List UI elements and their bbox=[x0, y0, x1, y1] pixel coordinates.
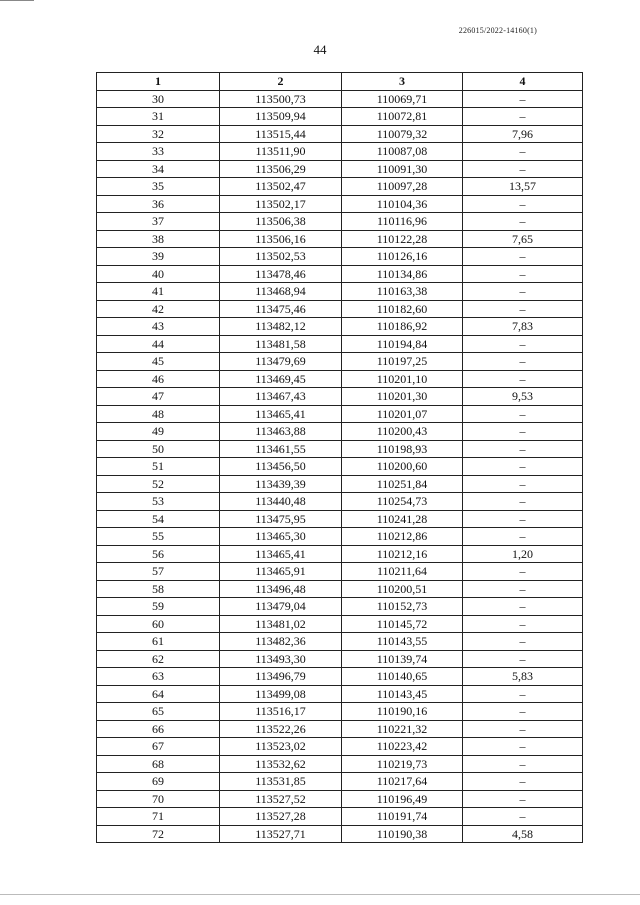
cell-point-number: 63 bbox=[97, 668, 220, 686]
cell-coord-y: 110197,25 bbox=[342, 353, 463, 371]
cell-coord-y: 110251,84 bbox=[342, 475, 463, 493]
cell-distance: – bbox=[463, 335, 583, 353]
cell-point-number: 69 bbox=[97, 773, 220, 791]
cell-coord-x: 113496,79 bbox=[220, 668, 342, 686]
cell-point-number: 56 bbox=[97, 545, 220, 563]
cell-coord-y: 110097,28 bbox=[342, 178, 463, 196]
cell-point-number: 49 bbox=[97, 423, 220, 441]
cell-point-number: 35 bbox=[97, 178, 220, 196]
cell-point-number: 67 bbox=[97, 738, 220, 756]
coordinates-table bbox=[96, 72, 583, 843]
cell-coord-y: 110139,74 bbox=[342, 650, 463, 668]
cell-distance: – bbox=[463, 143, 583, 161]
cell-point-number: 62 bbox=[97, 650, 220, 668]
table-header bbox=[97, 73, 583, 91]
cell-coord-y: 110126,16 bbox=[342, 248, 463, 266]
cell-coord-x: 113475,46 bbox=[220, 300, 342, 318]
cell-coord-y: 110143,45 bbox=[342, 685, 463, 703]
cell-distance: – bbox=[463, 510, 583, 528]
cell-point-number: 34 bbox=[97, 160, 220, 178]
table-row bbox=[97, 178, 583, 196]
cell-coord-y: 110191,74 bbox=[342, 808, 463, 826]
cell-coord-x: 113440,48 bbox=[220, 493, 342, 511]
cell-point-number: 31 bbox=[97, 108, 220, 126]
page-number: 44 bbox=[313, 42, 327, 57]
cell-point-number: 45 bbox=[97, 353, 220, 371]
cell-point-number: 36 bbox=[97, 195, 220, 213]
cell-coord-x: 113493,30 bbox=[220, 650, 342, 668]
cell-distance: – bbox=[463, 195, 583, 213]
cell-coord-x: 113465,30 bbox=[220, 528, 342, 546]
table-row bbox=[97, 685, 583, 703]
table-row bbox=[97, 423, 583, 441]
cell-coord-x: 113515,44 bbox=[220, 125, 342, 143]
cell-coord-y: 110186,92 bbox=[342, 318, 463, 336]
cell-coord-x: 113469,45 bbox=[220, 370, 342, 388]
cell-distance: – bbox=[463, 370, 583, 388]
cell-coord-y: 110201,07 bbox=[342, 405, 463, 423]
cell-coord-y: 110116,96 bbox=[342, 213, 463, 231]
cell-point-number: 32 bbox=[97, 125, 220, 143]
header-col-4: 4 bbox=[463, 73, 583, 91]
table-row bbox=[97, 773, 583, 791]
table-row bbox=[97, 668, 583, 686]
cell-coord-x: 113509,94 bbox=[220, 108, 342, 126]
cell-distance: – bbox=[463, 598, 583, 616]
cell-coord-x: 113523,02 bbox=[220, 738, 342, 756]
cell-distance: 7,83 bbox=[463, 318, 583, 336]
cell-coord-y: 110212,86 bbox=[342, 528, 463, 546]
cell-distance: – bbox=[463, 580, 583, 598]
cell-point-number: 61 bbox=[97, 633, 220, 651]
cell-point-number: 38 bbox=[97, 230, 220, 248]
cell-coord-y: 110145,72 bbox=[342, 615, 463, 633]
header-row bbox=[97, 73, 583, 91]
cell-coord-x: 113511,90 bbox=[220, 143, 342, 161]
cell-point-number: 53 bbox=[97, 493, 220, 511]
cell-distance: – bbox=[463, 755, 583, 773]
cell-coord-x: 113465,91 bbox=[220, 563, 342, 581]
cell-point-number: 64 bbox=[97, 685, 220, 703]
cell-coord-y: 110211,64 bbox=[342, 563, 463, 581]
cell-distance: – bbox=[463, 405, 583, 423]
table-row bbox=[97, 808, 583, 826]
cell-distance: – bbox=[463, 440, 583, 458]
cell-coord-y: 110182,60 bbox=[342, 300, 463, 318]
cell-coord-y: 110200,43 bbox=[342, 423, 463, 441]
cell-distance: – bbox=[463, 773, 583, 791]
cell-distance: – bbox=[463, 528, 583, 546]
cell-coord-y: 110143,55 bbox=[342, 633, 463, 651]
cell-distance: – bbox=[463, 633, 583, 651]
cell-point-number: 50 bbox=[97, 440, 220, 458]
cell-distance: – bbox=[463, 808, 583, 826]
cell-coord-x: 113481,58 bbox=[220, 335, 342, 353]
cell-distance: 1,20 bbox=[463, 545, 583, 563]
cell-coord-y: 110163,38 bbox=[342, 283, 463, 301]
top-edge-line bbox=[0, 0, 34, 1]
table-row bbox=[97, 528, 583, 546]
cell-distance: – bbox=[463, 160, 583, 178]
cell-point-number: 60 bbox=[97, 615, 220, 633]
cell-coord-y: 110198,93 bbox=[342, 440, 463, 458]
cell-coord-x: 113500,73 bbox=[220, 90, 342, 108]
cell-coord-y: 110134,86 bbox=[342, 265, 463, 283]
cell-coord-y: 110152,73 bbox=[342, 598, 463, 616]
table-row bbox=[97, 388, 583, 406]
cell-coord-x: 113502,53 bbox=[220, 248, 342, 266]
cell-point-number: 48 bbox=[97, 405, 220, 423]
cell-distance: – bbox=[463, 353, 583, 371]
cell-distance: – bbox=[463, 703, 583, 721]
cell-coord-x: 113532,62 bbox=[220, 755, 342, 773]
cell-coord-y: 110254,73 bbox=[342, 493, 463, 511]
cell-distance: – bbox=[463, 108, 583, 126]
cell-coord-y: 110072,81 bbox=[342, 108, 463, 126]
cell-coord-x: 113479,04 bbox=[220, 598, 342, 616]
cell-coord-y: 110104,36 bbox=[342, 195, 463, 213]
cell-point-number: 43 bbox=[97, 318, 220, 336]
cell-coord-y: 110196,49 bbox=[342, 790, 463, 808]
table-row bbox=[97, 755, 583, 773]
cell-distance: 7,65 bbox=[463, 230, 583, 248]
cell-point-number: 46 bbox=[97, 370, 220, 388]
table-row bbox=[97, 510, 583, 528]
table-row bbox=[97, 265, 583, 283]
header-col-1: 1 bbox=[97, 73, 220, 91]
cell-coord-x: 113506,38 bbox=[220, 213, 342, 231]
table-row bbox=[97, 230, 583, 248]
cell-point-number: 58 bbox=[97, 580, 220, 598]
cell-coord-x: 113478,46 bbox=[220, 265, 342, 283]
cell-coord-y: 110069,71 bbox=[342, 90, 463, 108]
cell-distance: – bbox=[463, 265, 583, 283]
cell-coord-y: 110190,16 bbox=[342, 703, 463, 721]
cell-coord-x: 113439,39 bbox=[220, 475, 342, 493]
cell-point-number: 51 bbox=[97, 458, 220, 476]
cell-distance: 7,96 bbox=[463, 125, 583, 143]
table-row bbox=[97, 825, 583, 843]
cell-coord-y: 110087,08 bbox=[342, 143, 463, 161]
cell-coord-x: 113482,36 bbox=[220, 633, 342, 651]
table-row bbox=[97, 108, 583, 126]
header-col-2: 2 bbox=[220, 73, 342, 91]
cell-point-number: 33 bbox=[97, 143, 220, 161]
cell-coord-x: 113531,85 bbox=[220, 773, 342, 791]
table-row bbox=[97, 283, 583, 301]
table-row bbox=[97, 633, 583, 651]
table-row bbox=[97, 405, 583, 423]
cell-coord-x: 113502,47 bbox=[220, 178, 342, 196]
cell-point-number: 41 bbox=[97, 283, 220, 301]
document-id: 226015/2022-14160(1) bbox=[458, 26, 537, 35]
cell-coord-x: 113522,26 bbox=[220, 720, 342, 738]
cell-point-number: 54 bbox=[97, 510, 220, 528]
cell-point-number: 65 bbox=[97, 703, 220, 721]
cell-distance: 9,53 bbox=[463, 388, 583, 406]
cell-distance: – bbox=[463, 90, 583, 108]
table-row bbox=[97, 195, 583, 213]
cell-coord-y: 110079,32 bbox=[342, 125, 463, 143]
cell-coord-x: 113502,17 bbox=[220, 195, 342, 213]
cell-coord-y: 110122,28 bbox=[342, 230, 463, 248]
cell-point-number: 66 bbox=[97, 720, 220, 738]
cell-coord-x: 113499,08 bbox=[220, 685, 342, 703]
cell-distance: – bbox=[463, 720, 583, 738]
cell-coord-x: 113468,94 bbox=[220, 283, 342, 301]
table-row bbox=[97, 545, 583, 563]
table-row bbox=[97, 213, 583, 231]
cell-point-number: 40 bbox=[97, 265, 220, 283]
header-col-3: 3 bbox=[342, 73, 463, 91]
cell-point-number: 59 bbox=[97, 598, 220, 616]
table-body bbox=[97, 90, 583, 843]
cell-distance: 13,57 bbox=[463, 178, 583, 196]
table-row bbox=[97, 650, 583, 668]
cell-distance: 5,83 bbox=[463, 668, 583, 686]
cell-point-number: 55 bbox=[97, 528, 220, 546]
cell-distance: – bbox=[463, 423, 583, 441]
table-row bbox=[97, 790, 583, 808]
cell-coord-x: 113506,29 bbox=[220, 160, 342, 178]
cell-coord-x: 113475,95 bbox=[220, 510, 342, 528]
cell-point-number: 42 bbox=[97, 300, 220, 318]
cell-distance: – bbox=[463, 300, 583, 318]
cell-coord-y: 110091,30 bbox=[342, 160, 463, 178]
cell-distance: – bbox=[463, 738, 583, 756]
cell-coord-y: 110223,42 bbox=[342, 738, 463, 756]
cell-coord-x: 113496,48 bbox=[220, 580, 342, 598]
cell-distance: – bbox=[463, 213, 583, 231]
cell-coord-x: 113465,41 bbox=[220, 545, 342, 563]
cell-point-number: 39 bbox=[97, 248, 220, 266]
cell-coord-y: 110200,51 bbox=[342, 580, 463, 598]
table-row bbox=[97, 738, 583, 756]
cell-coord-x: 113516,17 bbox=[220, 703, 342, 721]
cell-distance: – bbox=[463, 458, 583, 476]
cell-point-number: 37 bbox=[97, 213, 220, 231]
cell-point-number: 52 bbox=[97, 475, 220, 493]
table-row bbox=[97, 563, 583, 581]
table-row bbox=[97, 143, 583, 161]
table-row bbox=[97, 580, 583, 598]
cell-point-number: 44 bbox=[97, 335, 220, 353]
cell-coord-y: 110241,28 bbox=[342, 510, 463, 528]
cell-coord-x: 113463,88 bbox=[220, 423, 342, 441]
table-row bbox=[97, 458, 583, 476]
cell-coord-x: 113479,69 bbox=[220, 353, 342, 371]
table-row bbox=[97, 125, 583, 143]
cell-point-number: 30 bbox=[97, 90, 220, 108]
table-row bbox=[97, 335, 583, 353]
cell-coord-y: 110140,65 bbox=[342, 668, 463, 686]
table-row bbox=[97, 370, 583, 388]
cell-distance: – bbox=[463, 650, 583, 668]
cell-distance: – bbox=[463, 248, 583, 266]
cell-point-number: 68 bbox=[97, 755, 220, 773]
cell-coord-y: 110190,38 bbox=[342, 825, 463, 843]
cell-coord-y: 110200,60 bbox=[342, 458, 463, 476]
cell-coord-y: 110219,73 bbox=[342, 755, 463, 773]
cell-distance: – bbox=[463, 283, 583, 301]
cell-coord-y: 110194,84 bbox=[342, 335, 463, 353]
cell-coord-y: 110201,10 bbox=[342, 370, 463, 388]
table-row bbox=[97, 318, 583, 336]
cell-distance: – bbox=[463, 685, 583, 703]
table-row bbox=[97, 598, 583, 616]
cell-coord-x: 113527,71 bbox=[220, 825, 342, 843]
table-row bbox=[97, 493, 583, 511]
cell-point-number: 71 bbox=[97, 808, 220, 826]
cell-coord-x: 113527,28 bbox=[220, 808, 342, 826]
cell-coord-x: 113467,43 bbox=[220, 388, 342, 406]
table-row bbox=[97, 248, 583, 266]
cell-point-number: 70 bbox=[97, 790, 220, 808]
table-row bbox=[97, 440, 583, 458]
cell-point-number: 72 bbox=[97, 825, 220, 843]
cell-distance: – bbox=[463, 615, 583, 633]
cell-distance: – bbox=[463, 475, 583, 493]
cell-distance: – bbox=[463, 790, 583, 808]
table-row bbox=[97, 160, 583, 178]
bottom-edge-line bbox=[0, 894, 640, 895]
table-row bbox=[97, 615, 583, 633]
cell-distance: 4,58 bbox=[463, 825, 583, 843]
table-row bbox=[97, 720, 583, 738]
cell-coord-y: 110201,30 bbox=[342, 388, 463, 406]
cell-coord-x: 113465,41 bbox=[220, 405, 342, 423]
cell-point-number: 57 bbox=[97, 563, 220, 581]
table-row bbox=[97, 353, 583, 371]
cell-coord-x: 113527,52 bbox=[220, 790, 342, 808]
cell-coord-x: 113506,16 bbox=[220, 230, 342, 248]
cell-coord-y: 110221,32 bbox=[342, 720, 463, 738]
cell-coord-x: 113461,55 bbox=[220, 440, 342, 458]
cell-coord-y: 110217,64 bbox=[342, 773, 463, 791]
cell-coord-x: 113456,50 bbox=[220, 458, 342, 476]
cell-coord-y: 110212,16 bbox=[342, 545, 463, 563]
cell-coord-x: 113482,12 bbox=[220, 318, 342, 336]
table-row bbox=[97, 475, 583, 493]
cell-coord-x: 113481,02 bbox=[220, 615, 342, 633]
table-row bbox=[97, 703, 583, 721]
table-row bbox=[97, 300, 583, 318]
cell-point-number: 47 bbox=[97, 388, 220, 406]
table-row bbox=[97, 90, 583, 108]
cell-distance: – bbox=[463, 563, 583, 581]
cell-distance: – bbox=[463, 493, 583, 511]
